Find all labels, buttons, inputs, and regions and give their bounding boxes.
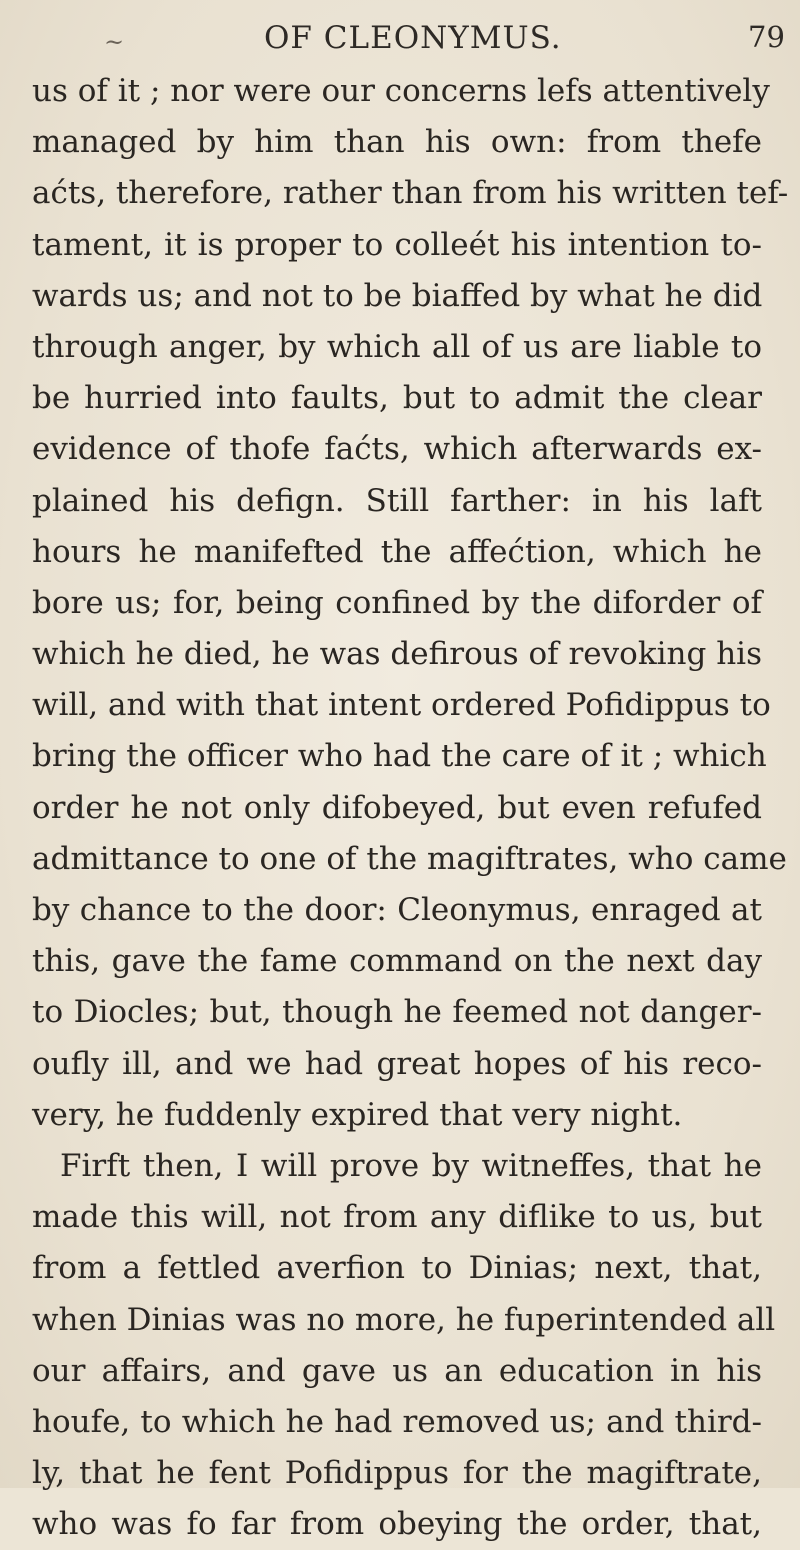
text-line: managed by him than his own: from thefe [32,124,762,161]
text-line: to Diocles; but, though he feemed not danger- [32,994,762,1031]
text-line: bore us; for, being confined by the diforder of [32,584,762,621]
text-line: bring the officer who had the care of it ; which [32,738,767,775]
text-line: order he not only difobeyed, but even refufed [32,789,762,826]
text-line: by chance to the door: Cleonymus, enraged at [32,892,762,928]
text-line: when Dinias was no more, he fuperintended all [32,1301,776,1338]
text-line: aćts, therefore, rather than from his written tef- [32,175,789,212]
text-line: will, and with that intent ordered Pofidippus to [32,687,771,724]
text-line: which he died, he was defirous of revoking his [32,636,762,673]
header-mark: ~ [104,28,125,56]
body-text [32,66,789,1550]
text-line: our affairs, and gave us an education in his [32,1352,762,1389]
text-line: made this will, not from any diflike to us, but [32,1199,762,1236]
text-line: us of it ; nor were our concerns lefs attentively [32,73,770,109]
text-line: houfe, to which he had removed us; and third- [32,1403,762,1440]
running-title: OF CLEONYMUS. [264,20,562,56]
text-line: admittance to one of the magiftrates, who came [32,840,787,877]
text-line: plained his defign. Still farther: in his laft [32,482,762,519]
text-line: oufly ill, and we had great hopes of his reco- [32,1045,762,1082]
text-line: through anger, by which all of us are liable to [32,328,762,365]
text-line: wards us; and not to be biaffed by what he did [32,277,763,314]
text-line: tament, it is proper to colleét his intention to- [32,226,762,263]
text-line: evidence of thofe faćts, which afterwards ex- [32,431,762,468]
text-line: who was fo far from obeying the order, that, [32,1506,762,1543]
text-line: this, gave the fame command on the next day [32,943,762,980]
text-line: Firft then, I will prove by witneffes, that he [60,1147,762,1184]
text-line: hours he manifefted the affećtion, which he [32,533,762,570]
text-line: be hurried into faults, but to admit the clear [32,380,762,417]
text-line: from a fettled averfion to Dinias; next, that, [32,1250,762,1287]
page-number: 79 [748,20,785,54]
text-line: very, he fuddenly expired that very night. [32,1096,683,1133]
text-line: ly, that he fent Pofidippus for the magiftrate, [32,1455,762,1492]
running-header [0,14,800,58]
